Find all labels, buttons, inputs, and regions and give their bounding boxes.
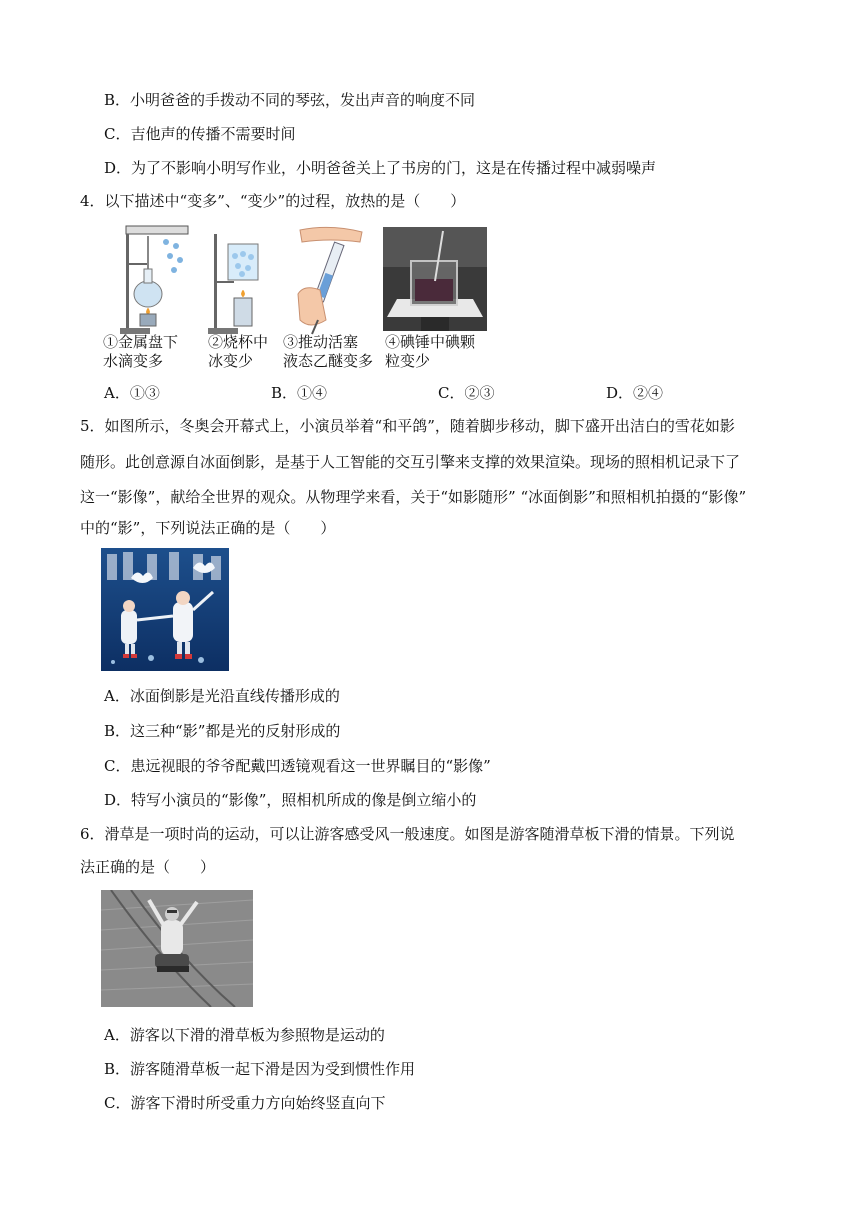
q3-option-b: B．小明爸爸的手拨动不同的琴弦，发出声音的响度不同 xyxy=(104,91,476,109)
q5-stem-line2: 随形。此创意源自冰面倒影，是基于人工智能的交互引擎来支撑的效果渲染。现场的照相机记录下了 xyxy=(80,453,741,471)
q4-caption-2-line2: 冰变少 xyxy=(208,352,254,370)
figure-grass-skiing-photo-icon xyxy=(101,890,253,1007)
q4-choice-b: B．①④ xyxy=(271,384,328,402)
figure-olympic-skaters-photo-icon xyxy=(101,548,229,671)
q5-option-c: C．患远视眼的爷爷配戴凹透镜观看这一世界瞩目的“影像” xyxy=(104,757,491,775)
q3-option-d: D．为了不影响小明写作业，小明爸爸关上了书房的门，这是在传播过程中减弱噪声 xyxy=(104,159,657,177)
q4-choice-a: A．①③ xyxy=(104,384,160,402)
q6-option-c: C．游客下滑时所受重力方向始终竖直向下 xyxy=(104,1094,386,1112)
q5-stem-line3: 这一“影像”，献给全世界的观众。从物理学来看，关于“如影随形” “冰面倒影”和照相机拍摄的“影像” xyxy=(80,488,747,506)
q4-caption-1-line1: ①金属盘下 xyxy=(103,333,179,351)
q4-stem: 4．以下描述中“变多”、“变少”的过程，放热的是（ ） xyxy=(80,192,466,210)
figure-metal-plate-icon xyxy=(118,224,190,336)
q3-option-c: C．吉他声的传播不需要时间 xyxy=(104,125,296,143)
q6-option-b: B．游客随滑草板一起下滑是因为受到惯性作用 xyxy=(104,1060,416,1078)
q5-option-b: B．这三种“影”都是光的反射形成的 xyxy=(104,722,341,740)
q4-choice-d: D．②④ xyxy=(606,384,664,402)
q4-caption-2-line1: ②烧杯中 xyxy=(208,333,269,351)
q4-caption-4-line1: ④碘锤中碘颗 xyxy=(385,333,476,351)
q6-option-a: A．游客以下滑的滑草板为参照物是运动的 xyxy=(104,1026,385,1044)
q5-stem-line4: 中的“影”，下列说法正确的是（ ） xyxy=(80,519,336,537)
q4-choice-c: C．②③ xyxy=(438,384,495,402)
q4-caption-4-line2: 粒变少 xyxy=(385,352,431,370)
q5-option-d: D．特写小演员的“影像”，照相机所成的像是倒立缩小的 xyxy=(104,791,477,809)
q5-stem-line1: 5．如图所示，冬奥会开幕式上，小演员举着“和平鸽”，随着脚步移动，脚下盛开出洁白的雪花如影 xyxy=(80,417,735,435)
figure-syringe-icon xyxy=(290,224,370,336)
q4-caption-3-line2: 液态乙醚变多 xyxy=(283,352,374,370)
q4-caption-3-line1: ③推动活塞 xyxy=(283,333,359,351)
q4-caption-1-line2: 水滴变多 xyxy=(103,352,164,370)
figure-iodine-photo-icon xyxy=(383,227,487,331)
q6-stem-line1: 6．滑草是一项时尚的运动，可以让游客感受风一般速度。如图是游客随滑草板下滑的情景。下列说 xyxy=(80,825,735,843)
q5-option-a: A．冰面倒影是光沿直线传播形成的 xyxy=(104,687,340,705)
figure-beaker-ice-icon xyxy=(208,224,268,336)
q6-stem-line2: 法正确的是（ ） xyxy=(80,858,216,876)
